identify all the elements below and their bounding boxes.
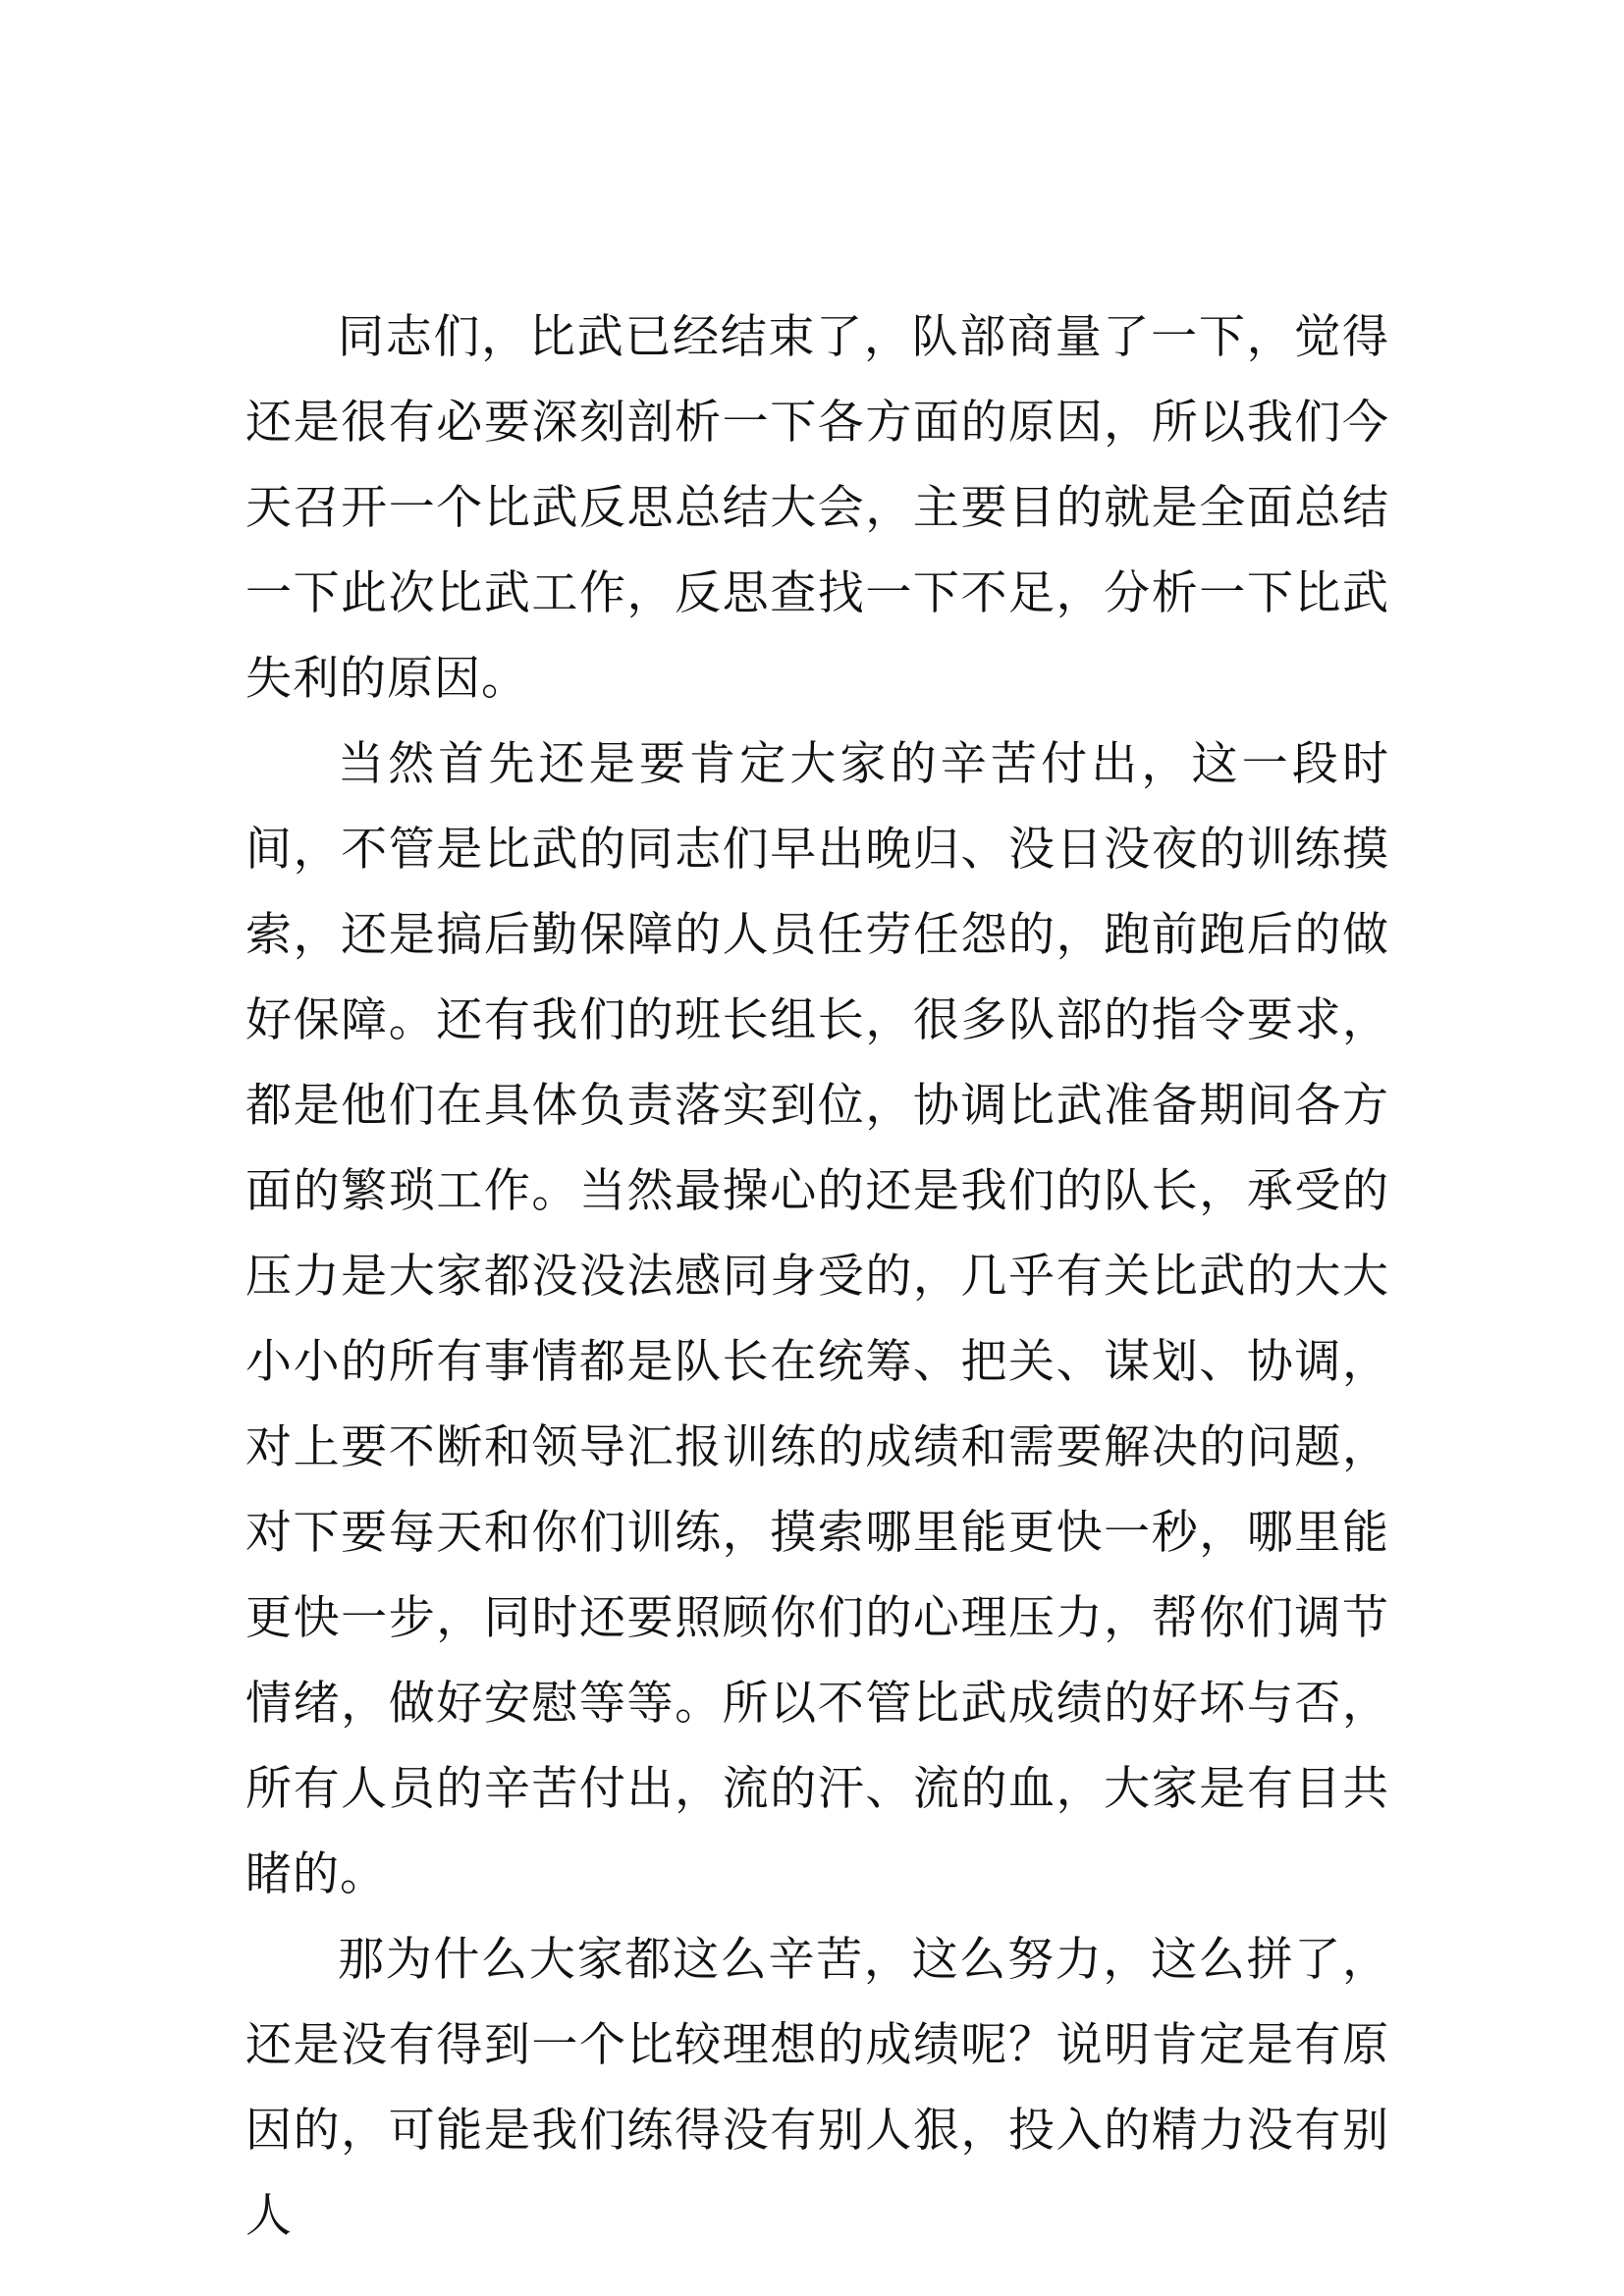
document-page bbox=[245, 294, 1389, 2259]
paragraph-reasons: 那为什么大家都这么辛苦，这么努力，这么拼了，还是没有得到一个比较理想的成绩呢？说明肯定是有原因的，可能是我们练得没有别人狠，投入的精力没有别人 bbox=[245, 1933, 1389, 2243]
paragraph-acknowledgement: 当然首先还是要肯定大家的辛苦付出，这一段时间，不管是比武的同志们早出晚归、没日没夜的训练摸索，还是搞后勤保障的人员任劳任怨的，跑前跑后的做好保障。还有我们的班长组长，很多队部的指令要求，都是他们在具体负责落实到位，协调比武准备期间各方面的繁琐工作。当然最操心的还是我们的队长，承受的压力是大家都没没法感同身受的，几乎有关比武的大大小小的所有事情都是队长在统筹、把关、谋划、协调，对上要不断和领导汇报训练的成绩和需要解决的问题，对下要每天和你们训练，摸索哪里能更快一秒，哪里能更快一步，同时还要照顾你们的心理压力，帮你们调节情绪，做好安慰等等。所以不管比武成绩的好坏与否，所有人员的辛苦付出，流的汗、流的血，大家是有目共睹的。 bbox=[245, 737, 1389, 1901]
paragraph-intro: 同志们，比武已经结束了，队部商量了一下，觉得还是很有必要深刻剖析一下各方面的原因，所以我们今天召开一个比武反思总结大会，主要目的就是全面总结一下此次比武工作，反思查找一下不足，分析一下比武失利的原因。 bbox=[245, 310, 1389, 706]
